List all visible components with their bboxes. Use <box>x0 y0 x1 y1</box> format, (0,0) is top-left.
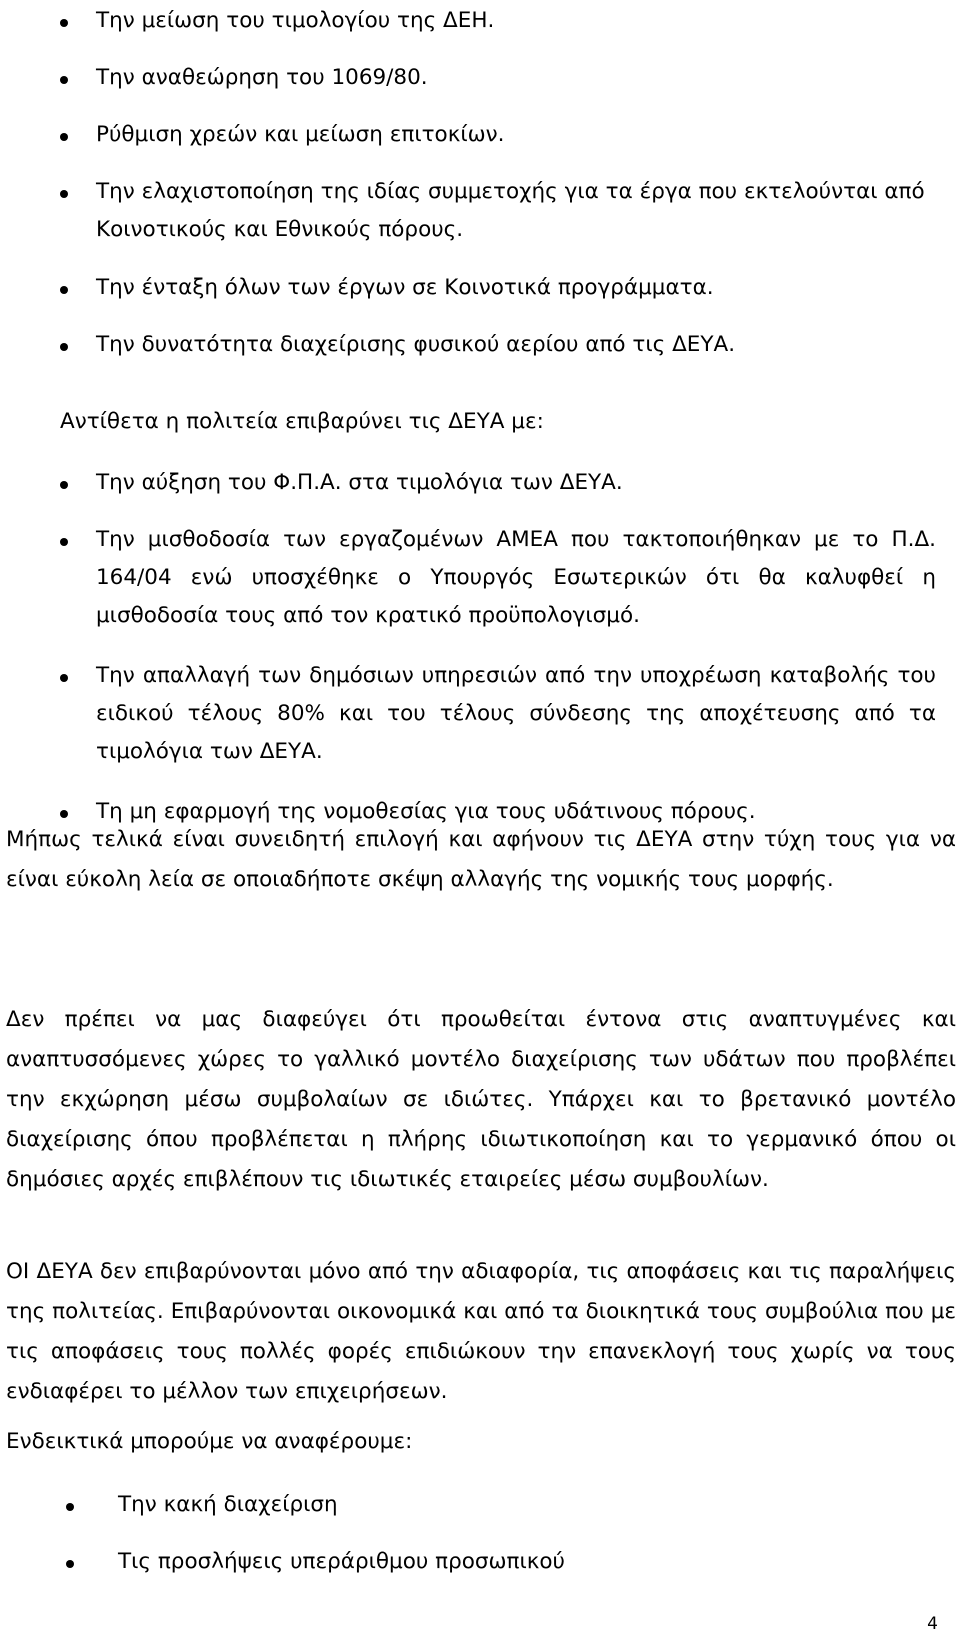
list-item: Την αύξηση του Φ.Π.Α. στα τιμολόγια των ΔΕΥΑ. <box>36 464 936 502</box>
paragraph: Μήπως τελικά είναι συνειδητή επιλογή και αφήνουν τις ΔΕΥΑ στην τύχη τους για να είναι εύκολη λεία σε οποιαδήποτε σκέψη αλλαγής της νομικής τους μορφής. <box>6 827 956 892</box>
page-number: 4 <box>927 1614 938 1634</box>
list-item: Τις προσλήψεις υπεράριθμου προσωπικού <box>60 1543 910 1581</box>
list-item: Την απαλλαγή των δημόσιων υπηρεσιών από την υποχρέωση καταβολής του ειδικού τέλους 80% και του τέλους σύνδεσης της αποχέτευσης από τα τιμολόγια των ΔΕΥΑ. <box>36 657 936 771</box>
list-item: Την ένταξη όλων των έργων σε Κοινοτικά προγράμματα. <box>36 269 936 307</box>
list-item: Την αναθεώρηση του 1069/80. <box>36 59 936 97</box>
paragraph: Δεν πρέπει να μας διαφεύγει ότι προωθείται έντονα στις αναπτυγμένες και αναπτυσσόμενες χώρες το γαλλικό μοντέλο διαχείρισης των υδάτων που προβλέπει την εκχώρηση μέσω συμβολαίων σε ιδιώτες. Υπάρχει και το βρετανικό μοντέλο διαχείρισης όπου προβλέπεται η πλήρης ιδιωτικοποίηση και το γερμανικό όπου οι δημόσιες αρχές επιβλέπουν τις ιδιωτικές εταιρείες μέσω συμβουλίων. <box>6 1007 956 1192</box>
list-item: Ρύθμιση χρεών και μείωση επιτοκίων. <box>36 116 936 154</box>
list-item: Την δυνατότητα διαχείρισης φυσικού αερίου από τις ΔΕΥΑ. <box>36 326 936 364</box>
paragraph: Ενδεικτικά μπορούμε να αναφέρουμε: <box>6 1429 413 1454</box>
bullet-list-burdens <box>36 464 936 850</box>
list-item: Την κακή διαχείριση <box>60 1486 910 1524</box>
list-item: Την μείωση του τιμολογίου της ΔΕΗ. <box>36 2 936 40</box>
bullet-list-examples <box>60 1486 910 1600</box>
paragraph: ΟΙ ΔΕΥΑ δεν επιβαρύνονται μόνο από την αδιαφορία, τις αποφάσεις και τις παραλήψεις της πολιτείας. Επιβαρύνονται οικονομικά και από τα διοικητικά τους συμβούλια που με τις αποφάσεις τους πολλές φορές επιδιώκουν την επανεκλογή τους χωρίς να τους ενδιαφέρει το μέλλον των επιχειρήσεων. <box>6 1259 956 1404</box>
list-item: Τη μη εφαρμογή της νομοθεσίας για τους υδάτινους πόρους. <box>36 793 936 831</box>
list-intro-text: Αντίθετα η πολιτεία επιβαρύνει τις ΔΕΥΑ με: <box>60 409 544 434</box>
bullet-list-demands <box>36 2 936 383</box>
list-item: Την ελαχιστοποίηση της ιδίας συμμετοχής για τα έργα που εκτελούνται από Κοινοτικούς και Εθνικούς πόρους. <box>36 173 936 249</box>
list-item: Την μισθοδοσία των εργαζομένων ΑΜΕΑ που τακτοποιήθηκαν με το Π.Δ. 164/04 ενώ υποσχέθηκε ο Υπουργός Εσωτερικών ότι θα καλυφθεί η μισθοδοσία τους από τον κρατικό προϋπολογισμό. <box>36 521 936 635</box>
